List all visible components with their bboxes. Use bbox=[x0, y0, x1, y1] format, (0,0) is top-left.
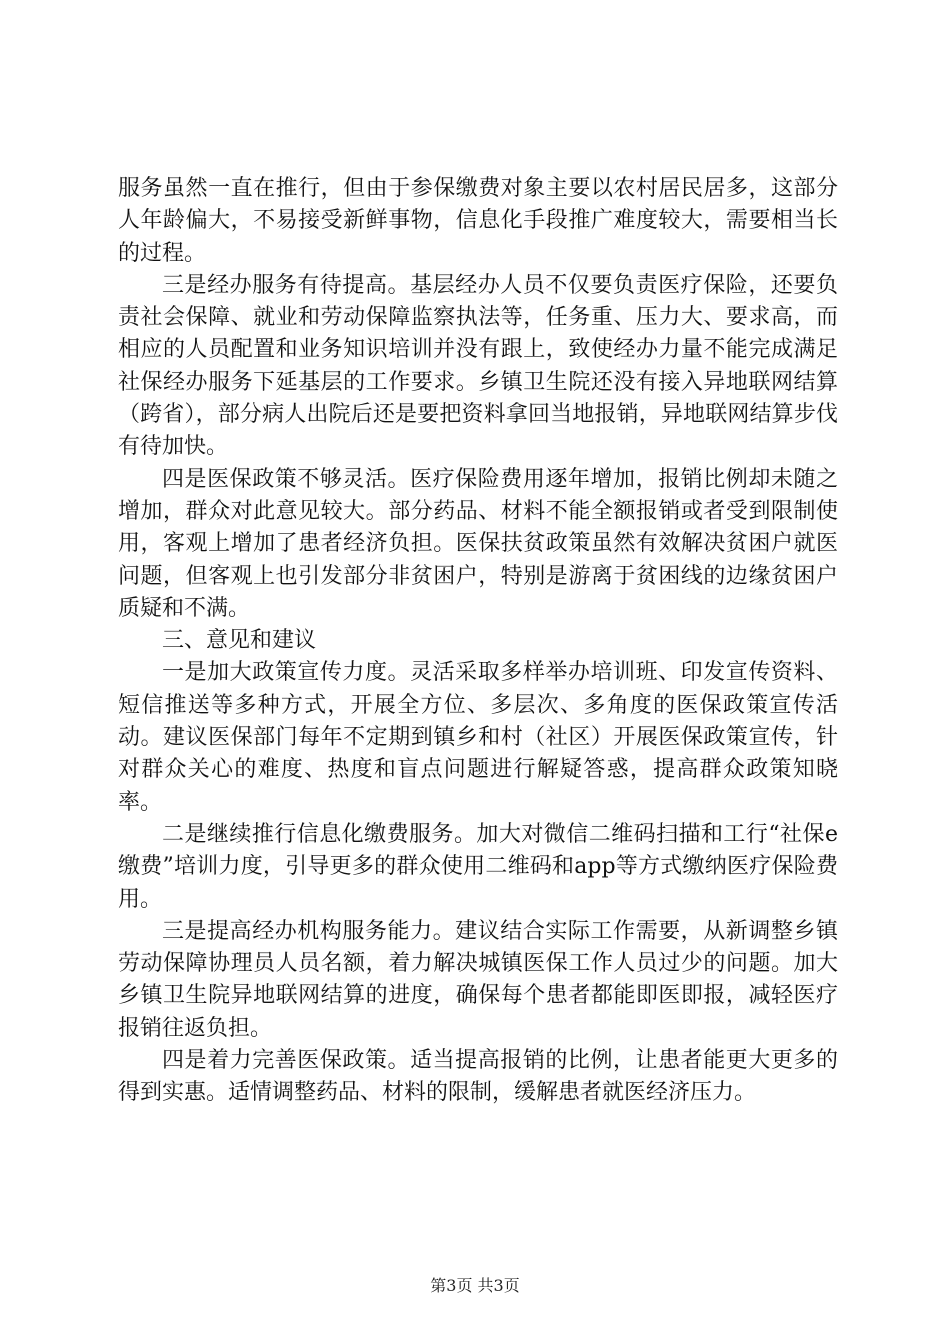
paragraph-continuation: 服务虽然一直在推行，但由于参保缴费对象主要以农村居民居多，这部分人年龄偏大，不易接受新鲜事物，信息化手段推广难度较大，需要相当长的过程。 bbox=[118, 176, 838, 266]
paragraph-issue-3: 三是经办服务有待提高。基层经办人员不仅要负责医疗保险，还要负责社会保障、就业和劳动保障监察执法等，任务重、压力大、要求高，而相应的人员配置和业务知识培训并没有跟上，致使经办力量不能完成满足社保经办服务下延基层的工作要求。乡镇卫生院还没有接入异地联网结算（跨省），部分病人出院后还是要把资料拿回当地报销，异地联网结算步伐有待加快。 bbox=[118, 272, 838, 460]
paragraph-suggestion-4: 四是着力完善医保政策。适当提高报销的比例，让患者能更大更多的得到实惠。适情调整药品、材料的限制，缓解患者就医经济压力。 bbox=[118, 1048, 838, 1106]
paragraph-suggestion-2: 二是继续推行信息化缴费服务。加大对微信二维码扫描和工行“社保e缴费”培训力度，引导更多的群众使用二维码和app等方式缴纳医疗保险费用。 bbox=[118, 821, 838, 912]
page-number-footer: 第3页 共3页 bbox=[430, 1276, 520, 1295]
paragraph-issue-4: 四是医保政策不够灵活。医疗保险费用逐年增加，报销比例却未随之增加，群众对此意见较大。部分药品、材料不能全额报销或者受到限制使用，客观上增加了患者经济负担。医保扶贫政策虽然有效解决贫困户就医问题，但客观上也引发部分非贫困户，特别是游离于贫困线的边缘贫困户质疑和不满。 bbox=[118, 466, 838, 621]
paragraph-suggestion-1: 一是加大政策宣传力度。灵活采取多样举办培训班、印发宣传资料、短信推送等多种方式，开展全方位、多层次、多角度的医保政策宣传活动。建议医保部门每年不定期到镇乡和村（社区）开展医保政策宣传，针对群众关心的难度、热度和盲点问题进行解疑答惑，提高群众政策知晓率。 bbox=[118, 660, 838, 815]
paragraph-suggestion-3: 三是提高经办机构服务能力。建议结合实际工作需要，从新调整乡镇劳动保障协理员人员名额，着力解决城镇医保工作人员过少的问题。加大乡镇卫生院异地联网结算的进度，确保每个患者都能即医即报，减轻医疗报销往返负担。 bbox=[118, 918, 838, 1041]
section-heading-suggestions: 三、意见和建议 bbox=[162, 628, 317, 654]
document-body bbox=[118, 173, 838, 1110]
